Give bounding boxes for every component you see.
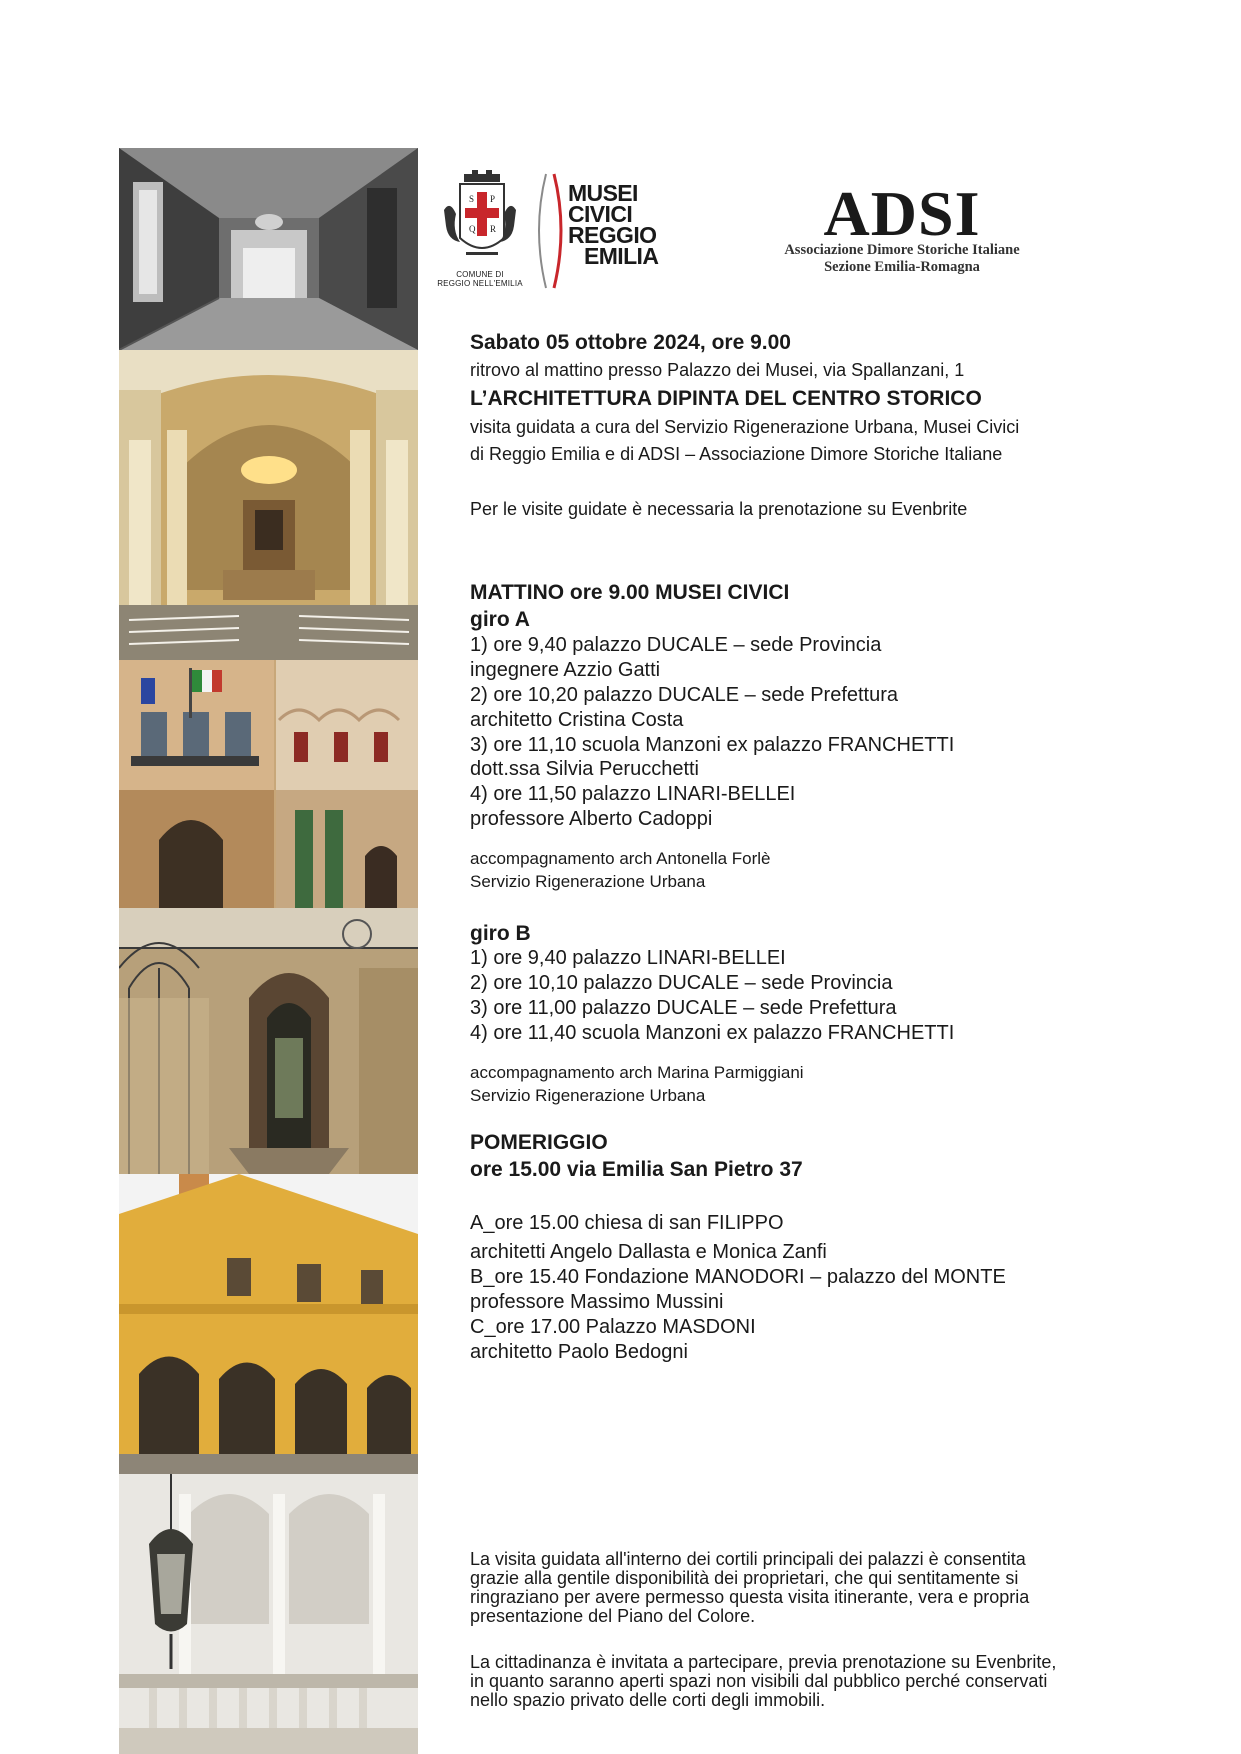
tour-b-label: giro B	[470, 922, 531, 945]
event-title: L’ARCHITETTURA DIPINTA DEL CENTRO STORICO	[470, 387, 982, 410]
event-description-line2: di Reggio Emilia e di ADSI – Associazione Dimore Storiche Italiane	[470, 444, 1003, 464]
photo-lantern-cloister	[119, 1474, 418, 1754]
emilia-word: EMILIA	[584, 243, 659, 269]
tour-a-line: 4) ore 11,50 palazzo LINARI-BELLEI	[470, 783, 796, 805]
afternoon-line: architetti Angelo Dallasta e Monica Zanfi	[470, 1241, 827, 1263]
tour-a-line: 2) ore 10,20 palazzo DUCALE – sede Prefettura	[470, 684, 899, 706]
spqr-p: P	[490, 194, 496, 204]
tour-a-line: professore Alberto Cadoppi	[470, 808, 713, 830]
civici-word: CIVICI	[568, 201, 633, 227]
afternoon-line: A_ore 15.00 chiesa di san FILIPPO	[470, 1212, 784, 1234]
adsi-wordmark: ADSI	[823, 178, 981, 249]
spqr-r: R	[490, 224, 497, 234]
tour-a-line: 3) ore 11,10 scuola Manzoni ex palazzo FRANCHETTI	[470, 734, 955, 756]
tour-a-label: giro A	[470, 608, 530, 631]
booking-note: Per le visite guidate è necessaria la prenotazione su Evenbrite	[470, 499, 968, 519]
musei-bracket-icon	[534, 172, 568, 290]
comune-crest-icon	[428, 170, 532, 270]
event-meeting-point: ritrovo al mattino presso Palazzo dei Musei, via Spallanzani, 1	[470, 360, 965, 380]
afternoon-line: C_ore 17.00 Palazzo MASDONI	[470, 1316, 756, 1338]
spqr-s: S	[469, 194, 475, 204]
adsi-logo	[752, 178, 1052, 290]
thanks-note-line: La visita guidata all'interno dei cortili principali dei palazzi è consentita	[470, 1549, 1026, 1569]
adsi-section: Sezione Emilia-Romagna	[824, 259, 980, 275]
thanks-note-line: presentazione del Piano del Colore.	[470, 1606, 756, 1626]
musei-word: MUSEI	[568, 180, 638, 206]
tour-a-line: ingegnere Azzio Gatti	[470, 659, 661, 681]
tour-b-escort-service: Servizio Rigenerazione Urbana	[470, 1086, 706, 1105]
musei-civici-logo	[534, 172, 724, 290]
tour-a-escort-service: Servizio Rigenerazione Urbana	[470, 872, 706, 891]
afternoon-line: architetto Paolo Bedogni	[470, 1341, 688, 1363]
tour-a-line: 1) ore 9,40 palazzo DUCALE – sede Provincia	[470, 634, 882, 656]
invitation-note-line: in quanto saranno aperti spazi non visibili dal pubblico perché conservati	[470, 1671, 1048, 1691]
thanks-note-line: grazie alla gentile disponibilità dei proprietari, che qui sentitamente si	[470, 1568, 1019, 1588]
invitation-note-line: La cittadinanza è invitata a partecipare, previa prenotazione su Evenbrite,	[470, 1652, 1057, 1672]
photo-palazzo-corridor	[119, 148, 418, 350]
invitation-note-line: nello spazio privato delle corti degli immobili.	[470, 1690, 826, 1710]
event-date: Sabato 05 ottobre 2024, ore 9.00	[470, 331, 791, 354]
tour-a-escort: accompagnamento arch Antonella Forlè	[470, 849, 771, 868]
photo-church-interior	[119, 350, 418, 660]
morning-heading: MATTINO ore 9.00 MUSEI CIVICI	[470, 581, 790, 604]
comune-reggio-emilia-logo	[428, 170, 532, 290]
reggio-word: REGGIO	[568, 222, 657, 248]
adsi-fullname: Associazione Dimore Storiche Italiane	[784, 242, 1020, 258]
afternoon-location: ore 15.00 via Emilia San Pietro 37	[470, 1158, 803, 1181]
photo-palazzo-corridor-glass	[119, 908, 418, 1174]
comune-caption-line1: COMUNE DI	[456, 270, 504, 279]
event-description-line1: visita guidata a cura del Servizio Rigenerazione Urbana, Musei Civici	[470, 417, 1020, 437]
afternoon-line: B_ore 15.40 Fondazione MANODORI – palazzo del MONTE	[470, 1266, 1006, 1288]
comune-caption-line2: REGGIO NELL'EMILIA	[437, 279, 523, 288]
afternoon-line: professore Massimo Mussini	[470, 1291, 724, 1313]
photo-palazzo-yellow-facade	[119, 1174, 418, 1474]
tour-b-line: 4) ore 11,40 scuola Manzoni ex palazzo FRANCHETTI	[470, 1022, 955, 1044]
tour-a-line: architetto Cristina Costa	[470, 709, 684, 731]
photo-palazzo-ducale-collage	[119, 660, 418, 908]
tour-b-line: 3) ore 11,00 palazzo DUCALE – sede Prefettura	[470, 997, 897, 1019]
tour-b-escort: accompagnamento arch Marina Parmiggiani	[470, 1063, 804, 1082]
spqr-q: Q	[469, 224, 476, 234]
tour-a-line: dott.ssa Silvia Perucchetti	[470, 758, 699, 780]
tour-b-line: 1) ore 9,40 palazzo LINARI-BELLEI	[470, 947, 786, 969]
thanks-note-line: ringraziano per avere permesso questa visita itinerante, vera e propria	[470, 1587, 1030, 1607]
tour-b-line: 2) ore 10,10 palazzo DUCALE – sede Provincia	[470, 972, 893, 994]
afternoon-heading: POMERIGGIO	[470, 1131, 608, 1154]
